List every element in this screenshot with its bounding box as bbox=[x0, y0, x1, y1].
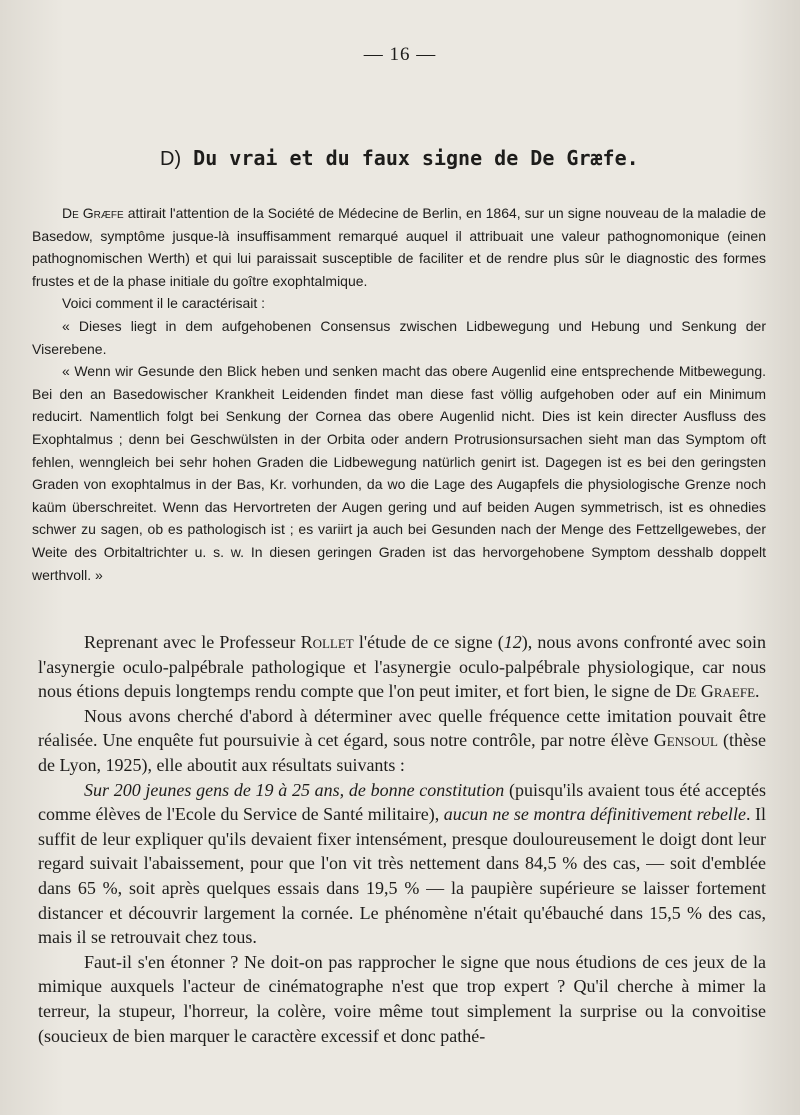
body-paragraph-2 bbox=[38, 704, 766, 778]
text-span: . bbox=[755, 681, 760, 702]
reference-number: 12 bbox=[503, 632, 522, 652]
intro-text: attirait l'attention de la Société de Médecine de Berlin, en 1864, sur un signe nouveau de la maladie de Basedow, symptôme jusque-là insuffisamment remarqué auquel il attribuait une valeur pathognomonique (einen pathognomischen Werth) et qui lui paraissait susceptible de faciliter et de rendre plus sûr le diagnostic des formes frustes et de la phase initiale du goître exophtalmique. bbox=[32, 205, 766, 289]
emphasis-text: aucun ne se montra définitivement rebelle bbox=[443, 804, 746, 825]
author-name: De Graefe bbox=[675, 681, 756, 702]
text-span: l'étude de ce signe ( bbox=[353, 632, 504, 652]
author-name: De Græfe bbox=[62, 205, 124, 221]
section-heading bbox=[160, 146, 700, 171]
section-marker: D) bbox=[160, 148, 182, 170]
author-name: Rollet bbox=[300, 632, 354, 652]
author-name: Gensoul bbox=[653, 730, 718, 751]
body-paragraph-1 bbox=[38, 630, 766, 704]
quote-paragraph-2: « Wenn wir Gesunde den Blick heben und senken macht das obere Augenlid eine entsprechende Mitbewegung. Bei den an Basedowischer Krankheit Leidenden findet man diese fast völlig aufgehoben oder auf ein Minimum reducirt. Namentlich folgt bei Senkung der Cornea das obere Augenlid nicht. Dies ist kein directer Ausfluss des Exophtalmus ; denn bei Geschwülsten in der Orbita oder andern Protrusionsursachen sieht man das Symptom oft fehlen, wenngleich bei sehr hohen Graden die Lidbewegung natürlich genirt ist. Dagegen ist es bei den geringsten Graden von exophtalmus in der Bas, Kr. vorhunden, da wo die Lage des Augapfels die physiologische Grenze noch kaüm überschreitet. Wenn das Hervortreten der Augen gering und auf beiden Augen symmetrisch, ist es ohnedies schwer zu sagen, ob es pathologisch ist ; es variirt ja auch bei Gesunden nach der Menge des Fettzellgewebes, der Weite des Orbitaltrichter u. s. w. In diesen geringen Graden ist das hervorgehobene Symptom desshalb doppelt werthvoll. » bbox=[32, 363, 766, 583]
quote-paragraph-1: « Dieses liegt in dem aufgehobenen Consensus zwischen Lidbewegung und Hebung und Senkung der Viserebene. bbox=[32, 317, 766, 357]
emphasis-text: Sur 200 jeunes gens de 19 à 25 ans, de bonne constitution bbox=[84, 779, 505, 800]
intro-paragraph bbox=[32, 202, 766, 292]
text-span: Nous avons cherché d'abord à déterminer avec quelle fréquence cette imitation pouvait être réalisée. Une enquête fut poursuivie à cet égard, sous notre contrôle, par notre élève bbox=[38, 705, 766, 751]
page-number: — 16 — bbox=[363, 44, 437, 65]
intro-line: Voici comment il le caractérisait : bbox=[62, 295, 266, 312]
text-span: Reprenant avec le Professeur bbox=[84, 632, 301, 652]
text-span: ), nous avons confronté avec soin l'asynergie oculo-palpébrale pathologique et l'asynergie oculo-palpébrale physiologique, car nous nous étions depuis longtemps rendu compte que l'on peut imiter, et fort bien, le signe de bbox=[38, 632, 766, 702]
body-paragraph-3 bbox=[38, 778, 766, 950]
body-paragraph-4: Faut-il s'en étonner ? Ne doit-on pas rapprocher le signe que nous étudions de ces jeux de la mimique auxquels l'acteur de cinématographe n'est que trop expert ? Qu'il cherche à mimer la terreur, la stupeur, l'horreur, la colère, voire même tout simplement la surprise ou la convoitise (soucieux de bien marquer le caractère excessif et donc pathé- bbox=[38, 951, 766, 1046]
text-span: (puisqu'ils avaient tous été acceptés comme élèves de l'Ecole du Service de Santé militaire), bbox=[38, 779, 766, 825]
text-span: . Il suffit de leur expliquer qu'ils devaient fixer intensément, presque douloureusement le doigt dont leur regard suivait l'abaissement, pour que l'on vit très nettement dans 84,5 % des cas, — soit d'emblée dans 65 %, soit après quelques essais dans 19,5 % — la paupière supérieure se laisser fortement distancer et découvrir largement la cornée. Le phénomène n'était qu'ébauché dans 15,5 % des cas, mais il se retrouvait chez tous. bbox=[38, 804, 767, 948]
text-span: (thèse de Lyon, 1925), elle aboutit aux résultats suivants : bbox=[38, 730, 766, 775]
german-quote-block bbox=[32, 202, 766, 586]
section-title: Du vrai et du faux signe de De Græfe. bbox=[193, 146, 639, 170]
main-text bbox=[38, 630, 766, 1048]
